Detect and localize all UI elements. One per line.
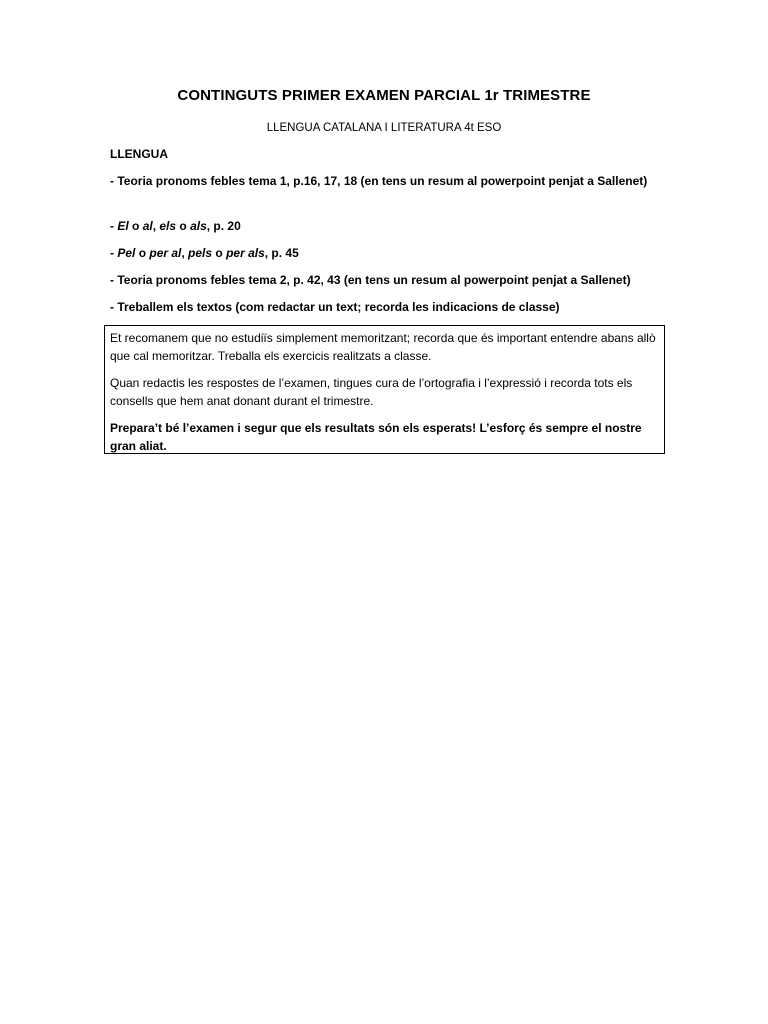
item-italic-term: per als xyxy=(226,246,265,260)
item-italic-term: Pel xyxy=(117,246,136,260)
item-italic-term: al xyxy=(142,219,153,233)
item-connector: o xyxy=(128,219,143,233)
document-title: CONTINGUTS PRIMER EXAMEN PARCIAL 1r TRIMESTRE xyxy=(177,87,591,104)
item-page-ref: , p. 45 xyxy=(264,246,299,260)
item-connector: , xyxy=(152,219,160,233)
content-item-pel-per-al xyxy=(110,244,670,262)
advice-note-box xyxy=(104,325,665,454)
item-italic-term: per al xyxy=(149,246,182,260)
item-italic-term: als xyxy=(190,219,207,233)
item-prefix: - xyxy=(110,246,118,260)
content-item-textos: - Treballem els textos (com redactar un text; recorda les indicacions de classe) xyxy=(110,300,560,314)
item-prefix: - xyxy=(110,219,118,233)
advice-paragraph-encouragement: Prepara’t bé l’examen i segur que els resultats són els esperats! L’esforç és sempre el nostre gran aliat. xyxy=(110,421,642,453)
content-item-pronoms-tema-2: - Teoria pronoms febles tema 2, p. 42, 43 (en tens un resum al powerpoint penjat a Sallenet) xyxy=(110,273,631,287)
item-connector: , xyxy=(181,246,189,260)
content-item-pronoms-tema-1: - Teoria pronoms febles tema 1, p.16, 17, 18 (en tens un resum al powerpoint penjat a Sallenet) xyxy=(110,174,648,188)
item-italic-term: els xyxy=(159,219,177,233)
item-connector: o xyxy=(135,246,150,260)
item-italic-term: pels xyxy=(188,246,213,260)
item-page-ref: , p. 20 xyxy=(206,219,241,233)
advice-paragraph-study: Et recomanem que no estudiïs simplement memoritzant; recorda que és important entendre abans allò que cal memoritzar. Treballa els exercicis realitzats a classe. xyxy=(110,331,656,363)
advice-paragraph-writing: Quan redactis les respostes de l’examen, tingues cura de l’ortografia i l’expressió i recorda tots els consells que hem anat donant durant el trimestre. xyxy=(110,376,633,408)
item-italic-term: El xyxy=(117,219,129,233)
document-subtitle: LLENGUA CATALANA I LITERATURA 4t ESO xyxy=(266,122,502,134)
section-label-llengua: LLENGUA xyxy=(110,147,168,161)
item-connector: o xyxy=(176,219,191,233)
content-item-el-al xyxy=(110,217,670,235)
item-connector: o xyxy=(212,246,227,260)
